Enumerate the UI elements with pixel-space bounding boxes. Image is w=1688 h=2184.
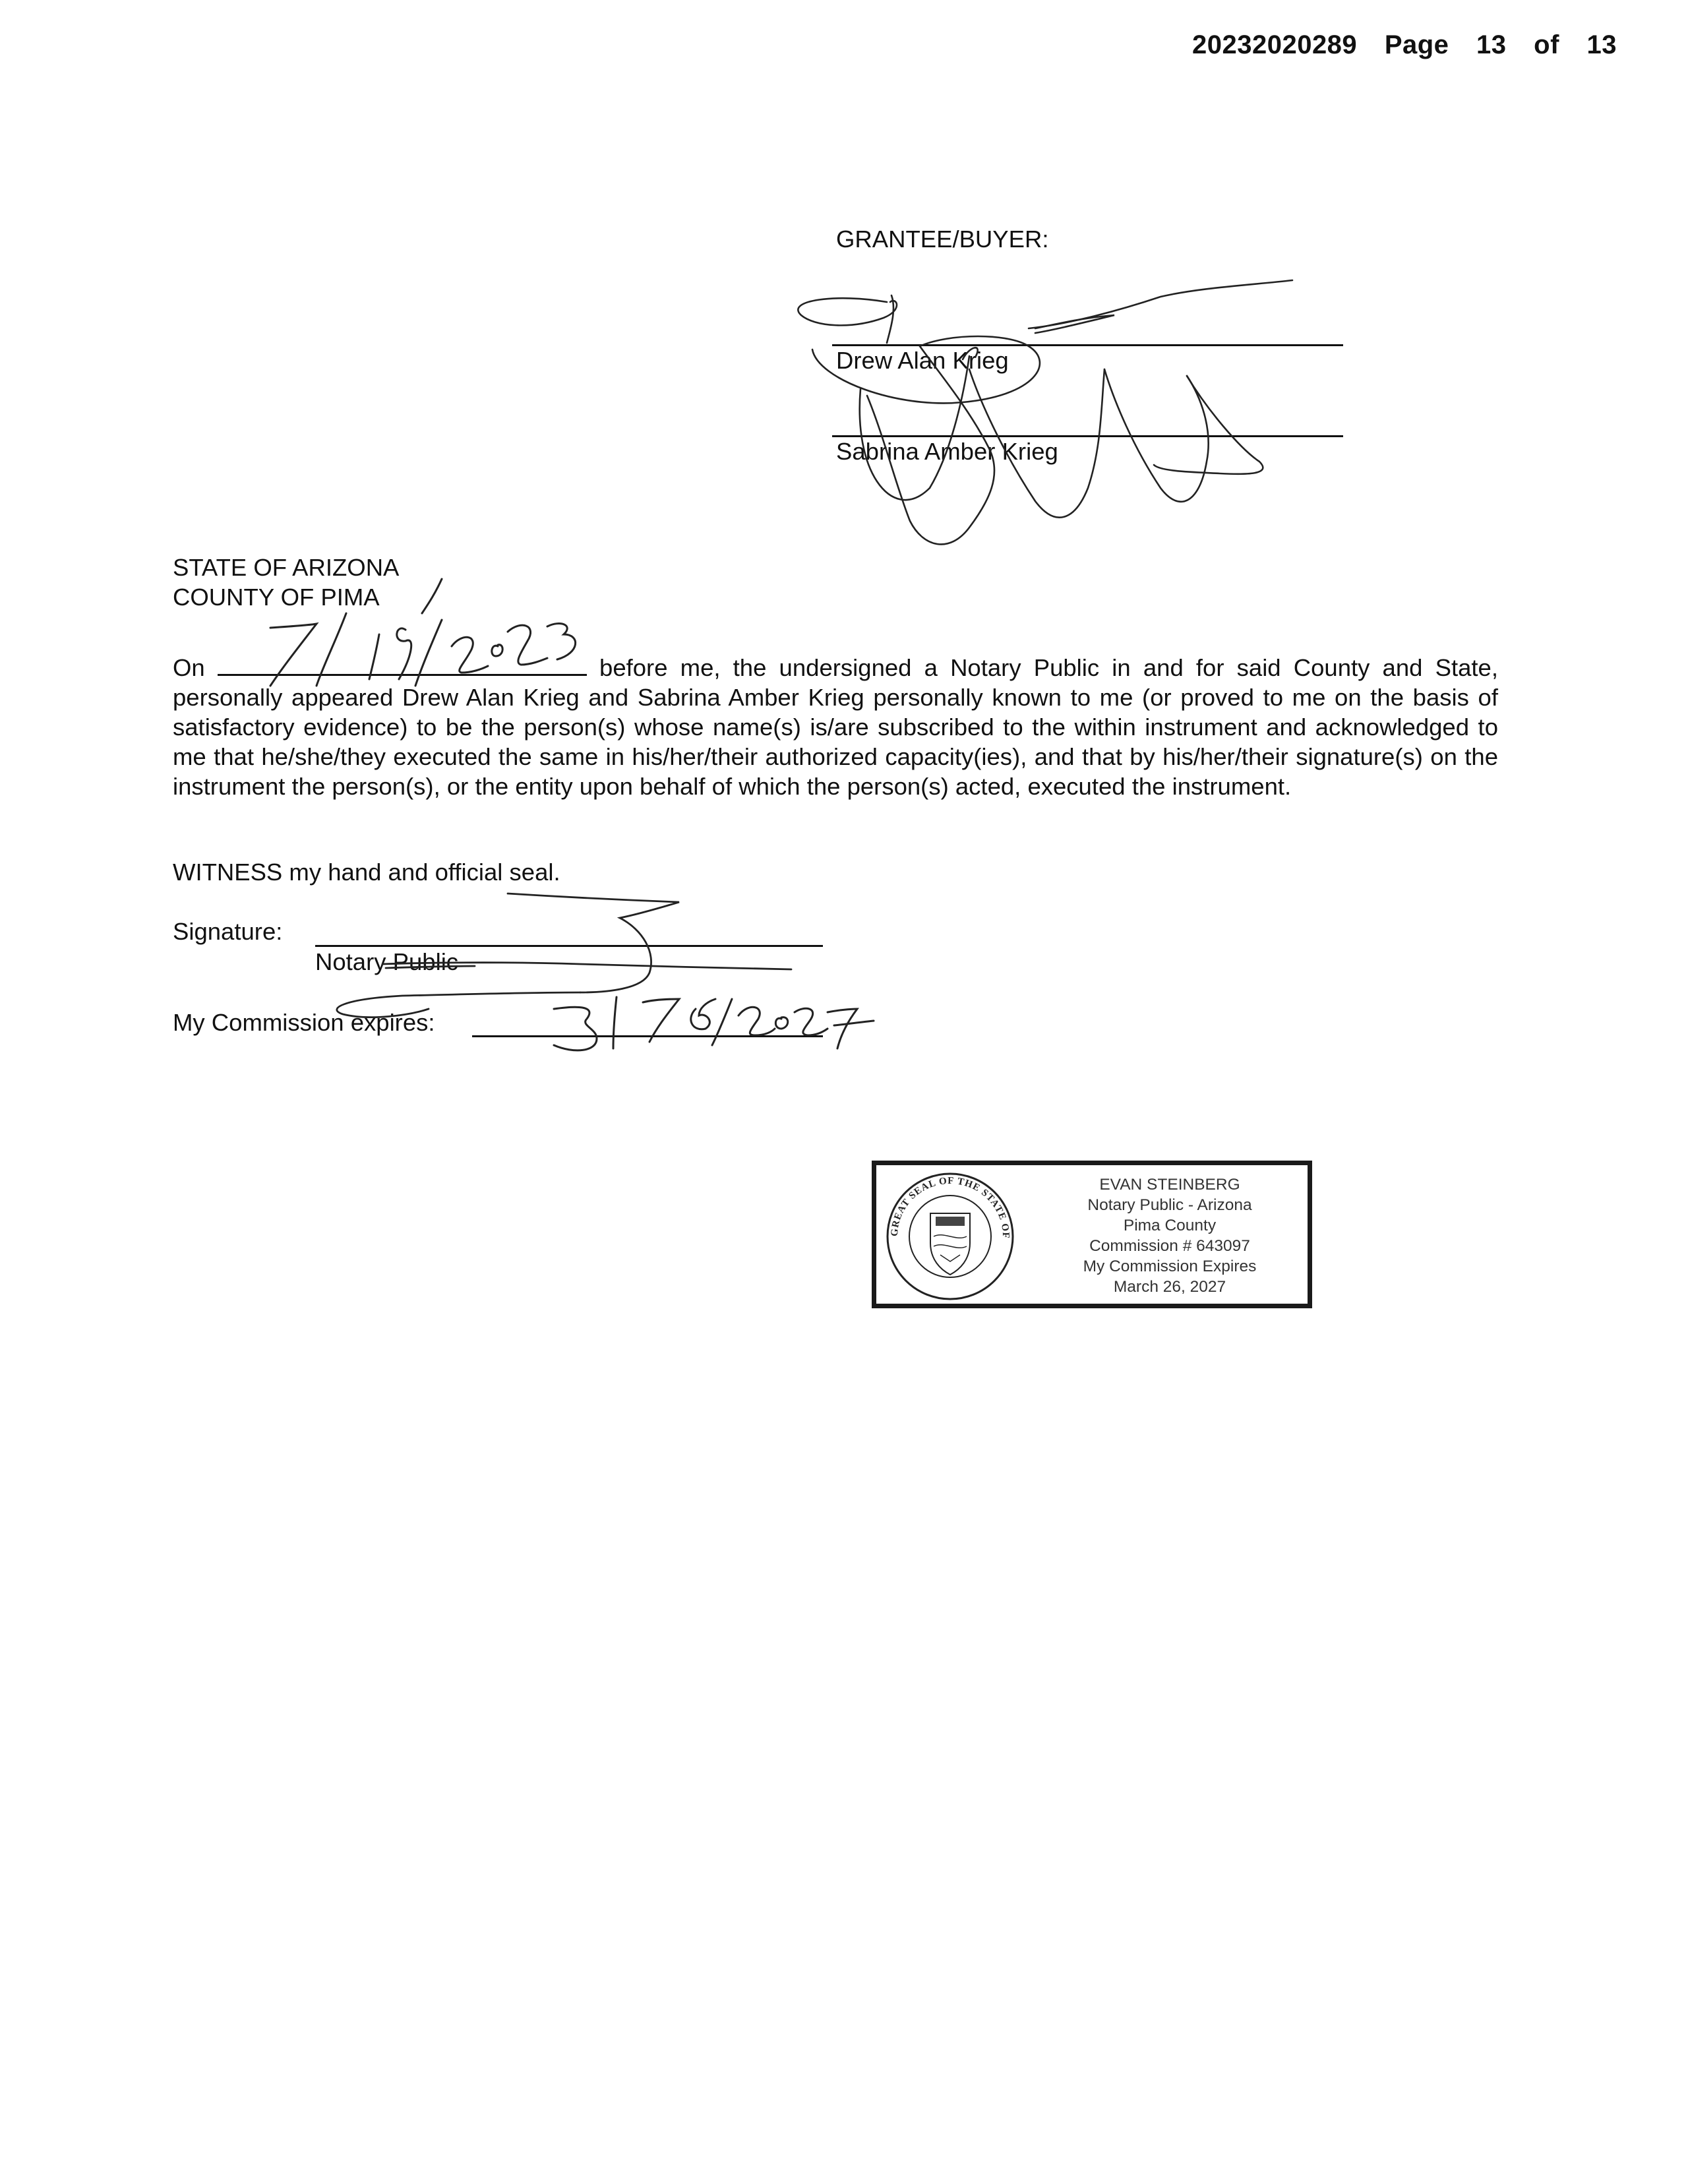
acknowledgment-text: before me, the undersigned a Notary Public in and for said County and State, personally appeared Drew Alan Krieg and Sabrina Amber Krieg personally known to me (or proved to me on the basis of satisfactory evidence) to be the person(s) whose name(s) is/are subscribed to the within instrument and acknowledged to me that he/she/they executed the same in his/her/their authorized capacity(ies), and that by his/her/their signature(s) on the instrument the person(s), or the entity upon behalf of which the person(s) acted, executed the instrument. (173, 654, 1498, 800)
page-indicator: Page 13 of 13 (1384, 30, 1617, 59)
signer-name-2: Sabrina Amber Krieg (836, 438, 1058, 465)
venue-state: STATE OF ARIZONA (173, 554, 400, 581)
commission-label: My Commission expires: (173, 1009, 435, 1036)
signature-label: Signature: (173, 918, 283, 945)
stamp-county: Pima County (1123, 1217, 1217, 1234)
signer-name-1: Drew Alan Krieg (836, 347, 1009, 374)
stamp-commission-number: Commission # 643097 (1089, 1237, 1250, 1255)
notary-public-label: Notary Public (315, 948, 459, 975)
witness-text: WITNESS my hand and official seal. (173, 859, 560, 886)
stamp-text-block (1025, 1174, 1315, 1297)
document-number: 20232020289 (1191, 30, 1358, 59)
arizona-seal-icon (880, 1163, 1016, 1302)
seal-ring-text: GREAT SEAL OF THE STATE OF ARIZONA 1912 (880, 1163, 1011, 1239)
venue-county: COUNTY OF PIMA (173, 584, 380, 611)
stamp-expires-date: March 26, 2027 (1113, 1278, 1226, 1296)
grantee-heading: GRANTEE/BUYER: (836, 226, 1049, 253)
stamp-notary-title: Notary Public - Arizona (1087, 1196, 1252, 1214)
on-label: On (173, 654, 205, 681)
stamp-notary-name: EVAN STEINBERG (1099, 1176, 1240, 1194)
notary-stamp (872, 1161, 1312, 1308)
stamp-expires-label: My Commission Expires (1083, 1258, 1257, 1275)
